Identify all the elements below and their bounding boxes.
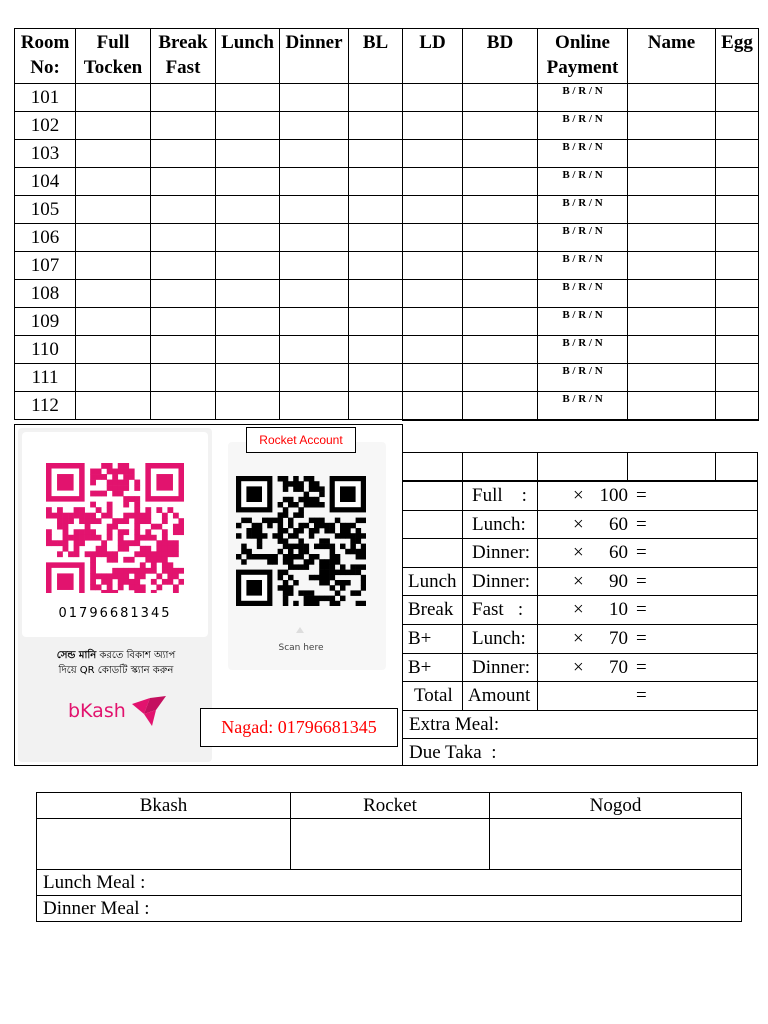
room-number: 107 (15, 252, 76, 280)
entry-cell[interactable] (76, 392, 151, 420)
entry-cell[interactable] (628, 336, 716, 364)
entry-cell[interactable] (463, 336, 538, 364)
equals-sign: = (636, 657, 647, 678)
table-row (15, 140, 759, 168)
entry-cell[interactable] (463, 280, 538, 308)
table-row (15, 196, 759, 224)
header-text: Full (96, 32, 130, 53)
room-number: 105 (15, 196, 76, 224)
entry-cell[interactable] (151, 140, 216, 168)
entry-cell[interactable] (628, 252, 716, 280)
blank-cell (402, 452, 463, 481)
header-col-7 (463, 29, 538, 84)
equals-sign: = (636, 628, 647, 649)
blank-cell (537, 452, 628, 481)
summary-left-cell (402, 510, 463, 539)
times-sign: × (573, 628, 584, 649)
header-text: Payment (546, 57, 619, 78)
entry-cell[interactable] (216, 364, 280, 392)
bkash-instruction-rest: করতে বিকাশ অ্যাপ (96, 650, 176, 661)
entry-cell[interactable] (349, 196, 403, 224)
entry-cell[interactable] (349, 84, 403, 112)
total-value-cell (537, 681, 758, 711)
extra-meal-label: Extra Meal: (409, 714, 500, 735)
entry-cell[interactable] (403, 140, 463, 168)
online-payment-cell[interactable]: B / R / N (538, 140, 628, 168)
online-payment-cell[interactable]: B / R / N (538, 308, 628, 336)
entry-cell[interactable] (463, 168, 538, 196)
entry-cell[interactable] (716, 196, 759, 224)
entry-cell[interactable] (716, 392, 759, 420)
table-row (15, 308, 759, 336)
entry-cell[interactable] (349, 364, 403, 392)
entry-cell[interactable] (403, 308, 463, 336)
entry-cell[interactable] (280, 112, 349, 140)
rocket-account-label: Rocket Account (246, 427, 356, 453)
header-col-0 (15, 29, 76, 84)
entry-cell[interactable] (716, 308, 759, 336)
header-text: Online (555, 32, 610, 53)
room-number: 111 (15, 364, 76, 392)
header-col-4 (280, 29, 349, 84)
summary-mid-label: Dinner: (472, 542, 531, 563)
entry-cell[interactable] (76, 336, 151, 364)
table-row (15, 168, 759, 196)
equals-sign: = (636, 542, 647, 563)
entry-cell[interactable] (716, 280, 759, 308)
entry-cell[interactable] (716, 140, 759, 168)
blank-cell (715, 452, 758, 481)
nogod-value-cell (490, 819, 742, 870)
entry-cell[interactable] (403, 252, 463, 280)
bkash-bird-icon (130, 694, 168, 728)
entry-cell[interactable] (403, 168, 463, 196)
entry-cell[interactable] (280, 84, 349, 112)
entry-cell[interactable] (463, 84, 538, 112)
rate-value: 90 (609, 571, 628, 592)
online-payment-cell[interactable]: B / R / N (538, 392, 628, 420)
entry-cell[interactable] (280, 280, 349, 308)
entry-cell[interactable] (463, 392, 538, 420)
entry-cell[interactable] (151, 364, 216, 392)
entry-cell[interactable] (280, 224, 349, 252)
entry-cell[interactable] (403, 364, 463, 392)
summary-mid-cell (462, 538, 538, 568)
equals-sign: = (636, 685, 647, 706)
table-row (15, 84, 759, 112)
header-text: No: (30, 57, 60, 78)
rate-value: 70 (609, 628, 628, 649)
rate-value: 100 (599, 485, 628, 506)
entry-cell[interactable] (216, 280, 280, 308)
entry-cell[interactable] (151, 308, 216, 336)
entry-cell[interactable] (151, 224, 216, 252)
entry-cell[interactable] (151, 168, 216, 196)
header-text: Room (20, 32, 70, 53)
entry-cell[interactable] (280, 392, 349, 420)
entry-cell[interactable] (76, 112, 151, 140)
header-col-5 (349, 29, 403, 84)
entry-cell[interactable] (349, 280, 403, 308)
online-payment-cell[interactable]: B / R / N (538, 364, 628, 392)
summary-mid-label: Lunch: (472, 514, 526, 535)
entry-cell[interactable] (216, 224, 280, 252)
entry-cell[interactable] (349, 140, 403, 168)
extra-meal-cell (402, 710, 758, 739)
entry-cell[interactable] (716, 112, 759, 140)
entry-cell[interactable] (151, 252, 216, 280)
entry-cell[interactable] (716, 84, 759, 112)
header-col-6 (403, 29, 463, 84)
entry-cell[interactable] (280, 140, 349, 168)
entry-cell[interactable] (463, 308, 538, 336)
entry-cell[interactable] (151, 196, 216, 224)
dinner-meal-label: Dinner Meal : (37, 896, 742, 922)
entry-cell[interactable] (151, 112, 216, 140)
bkash-logo (68, 694, 168, 730)
payment-summary-table (36, 792, 742, 922)
entry-cell[interactable] (76, 84, 151, 112)
entry-cell[interactable] (76, 168, 151, 196)
entry-cell[interactable] (151, 84, 216, 112)
online-payment-cell[interactable]: B / R / N (538, 196, 628, 224)
summary-left-label: Break (408, 599, 454, 620)
entry-cell[interactable] (349, 252, 403, 280)
summary-mid-label: Dinner: (472, 571, 531, 592)
times-sign: × (573, 485, 584, 506)
room-number: 102 (15, 112, 76, 140)
entry-cell[interactable] (463, 196, 538, 224)
equals-sign: = (636, 485, 647, 506)
caret-up-icon (296, 627, 304, 633)
rocket-qr-code (236, 476, 366, 606)
entry-cell[interactable] (716, 364, 759, 392)
header-text: BD (486, 32, 514, 53)
summary-rate-cell (537, 653, 758, 682)
blank-cell (462, 452, 538, 481)
entry-cell[interactable] (403, 280, 463, 308)
times-sign: × (573, 514, 584, 535)
header-text: Break (158, 32, 208, 53)
online-payment-cell[interactable]: B / R / N (538, 252, 628, 280)
entry-cell[interactable] (628, 112, 716, 140)
entry-cell[interactable] (76, 364, 151, 392)
online-payment-cell[interactable]: B / R / N (538, 336, 628, 364)
entry-cell[interactable] (349, 308, 403, 336)
summary-mid-cell (462, 481, 538, 511)
online-payment-cell[interactable]: B / R / N (538, 224, 628, 252)
room-number: 110 (15, 336, 76, 364)
blank-cell (627, 452, 716, 481)
entry-cell[interactable] (76, 308, 151, 336)
online-payment-cell[interactable]: B / R / N (538, 168, 628, 196)
table-row (15, 112, 759, 140)
entry-cell[interactable] (349, 336, 403, 364)
entry-cell[interactable] (403, 84, 463, 112)
bkash-qr-code (46, 463, 184, 593)
summary-left-cell (402, 653, 463, 682)
payment-area-top-line (14, 424, 403, 425)
entry-cell[interactable] (76, 252, 151, 280)
entry-cell[interactable] (349, 112, 403, 140)
header-text: Tocken (83, 57, 143, 78)
total-left-cell (402, 681, 463, 711)
header-text: Name (647, 32, 696, 53)
summary-mid-cell (462, 595, 538, 625)
summary-left-cell (402, 624, 463, 654)
times-sign: × (573, 571, 584, 592)
summary-left-label: B+ (408, 657, 432, 678)
table-row (15, 392, 759, 420)
entry-cell[interactable] (628, 308, 716, 336)
online-payment-cell[interactable]: B / R / N (538, 280, 628, 308)
header-col-3 (216, 29, 280, 84)
bkash-header: Bkash (37, 793, 291, 819)
entry-cell[interactable] (216, 140, 280, 168)
online-payment-cell[interactable]: B / R / N (538, 84, 628, 112)
payment-value-row (37, 819, 742, 870)
entry-cell[interactable] (716, 252, 759, 280)
times-sign: × (573, 657, 584, 678)
header-text: BL (362, 32, 389, 53)
entry-cell[interactable] (628, 196, 716, 224)
summary-rate-cell (537, 595, 758, 625)
equals-sign: = (636, 571, 647, 592)
amount-label: Amount (468, 685, 531, 706)
dinner-meal-row (37, 896, 742, 922)
due-taka-cell (402, 738, 758, 766)
bkash-number: 01796681345 (58, 606, 172, 621)
entry-cell[interactable] (463, 112, 538, 140)
times-sign: × (573, 599, 584, 620)
summary-left-cell (402, 481, 463, 511)
entry-cell[interactable] (280, 364, 349, 392)
entry-cell[interactable] (463, 224, 538, 252)
table-row (15, 280, 759, 308)
entry-cell[interactable] (628, 140, 716, 168)
rocket-header: Rocket (291, 793, 490, 819)
header-text: Dinner (285, 32, 343, 53)
meal-table (14, 28, 759, 421)
room-number: 104 (15, 168, 76, 196)
entry-cell[interactable] (216, 252, 280, 280)
summary-left-cell (402, 538, 463, 568)
entry-cell[interactable] (349, 224, 403, 252)
table-row (15, 224, 759, 252)
summary-rate-cell (537, 567, 758, 596)
summary-left-label: Lunch (408, 571, 457, 592)
total-label: Total (414, 685, 453, 706)
room-number: 103 (15, 140, 76, 168)
entry-cell[interactable] (628, 224, 716, 252)
header-col-8 (538, 29, 628, 84)
header-text: LD (419, 32, 446, 53)
entry-cell[interactable] (76, 140, 151, 168)
summary-mid-label: Full : (472, 485, 527, 506)
entry-cell[interactable] (403, 336, 463, 364)
rate-value: 70 (609, 657, 628, 678)
nogod-header: Nogod (490, 793, 742, 819)
entry-cell[interactable] (216, 392, 280, 420)
entry-cell[interactable] (151, 336, 216, 364)
entry-cell[interactable] (463, 140, 538, 168)
entry-cell[interactable] (403, 392, 463, 420)
entry-cell[interactable] (280, 196, 349, 224)
entry-cell[interactable] (216, 336, 280, 364)
summary-rate-cell (537, 538, 758, 568)
bkash-value-cell (37, 819, 291, 870)
entry-cell[interactable] (151, 280, 216, 308)
entry-cell[interactable] (216, 308, 280, 336)
entry-cell[interactable] (216, 84, 280, 112)
header-col-2 (151, 29, 216, 84)
entry-cell[interactable] (628, 364, 716, 392)
summary-rate-cell (537, 624, 758, 654)
table-row (15, 336, 759, 364)
table-row (15, 252, 759, 280)
entry-cell[interactable] (628, 168, 716, 196)
entry-cell[interactable] (76, 224, 151, 252)
entry-cell[interactable] (216, 112, 280, 140)
entry-cell[interactable] (403, 224, 463, 252)
online-payment-cell[interactable]: B / R / N (538, 112, 628, 140)
lunch-meal-row (37, 870, 742, 896)
bkash-logo-text: bKash (68, 700, 126, 722)
entry-cell[interactable] (403, 196, 463, 224)
entry-cell[interactable] (628, 392, 716, 420)
room-number: 101 (15, 84, 76, 112)
times-sign: × (573, 542, 584, 563)
due-taka-label: Due Taka : (409, 742, 497, 763)
summary-left-label: B+ (408, 628, 432, 649)
entry-cell[interactable] (280, 336, 349, 364)
summary-left-cell (402, 567, 463, 596)
lunch-meal-label: Lunch Meal : (37, 870, 742, 896)
bkash-instruction (20, 648, 212, 678)
summary-mid-cell (462, 653, 538, 682)
payment-header-row (37, 793, 742, 819)
summary-rate-cell (537, 510, 758, 539)
room-number: 106 (15, 224, 76, 252)
total-mid-cell (462, 681, 538, 711)
bkash-instruction-bold: সেন্ড মানি (56, 650, 97, 661)
entry-cell[interactable] (280, 168, 349, 196)
summary-mid-cell (462, 510, 538, 539)
room-number: 109 (15, 308, 76, 336)
rate-value: 60 (609, 514, 628, 535)
rocket-value-cell (291, 819, 490, 870)
summary-mid-cell (462, 567, 538, 596)
room-number: 112 (15, 392, 76, 420)
entry-cell[interactable] (716, 168, 759, 196)
entry-cell[interactable] (628, 280, 716, 308)
header-text: Egg (721, 32, 753, 53)
header-text: Fast (165, 57, 201, 78)
summary-mid-label: Lunch: (472, 628, 526, 649)
rocket-scan-text: Scan here (278, 643, 324, 653)
entry-cell[interactable] (403, 112, 463, 140)
nagad-label: Nagad: 01796681345 (200, 708, 398, 747)
blank-row (15, 420, 759, 421)
summary-rate-cell (537, 481, 758, 511)
entry-cell[interactable] (216, 196, 280, 224)
table-header-row (15, 29, 759, 84)
equals-sign: = (636, 514, 647, 535)
entry-cell[interactable] (76, 280, 151, 308)
rate-value: 10 (609, 599, 628, 620)
entry-cell[interactable] (349, 392, 403, 420)
entry-cell[interactable] (280, 308, 349, 336)
entry-cell[interactable] (628, 84, 716, 112)
table-row (15, 364, 759, 392)
entry-cell[interactable] (216, 168, 280, 196)
summary-mid-label: Fast : (472, 599, 524, 620)
header-col-1 (76, 29, 151, 84)
entry-cell[interactable] (716, 224, 759, 252)
bkash-instruction-line2: দিয়ে QR কোডটি স্ক্যান করুন (58, 665, 174, 676)
entry-cell[interactable] (349, 168, 403, 196)
rate-value: 60 (609, 542, 628, 563)
entry-cell[interactable] (151, 392, 216, 420)
entry-cell[interactable] (76, 196, 151, 224)
entry-cell[interactable] (716, 336, 759, 364)
room-number: 108 (15, 280, 76, 308)
summary-mid-cell (462, 624, 538, 654)
summary-mid-label: Dinner: (472, 657, 531, 678)
header-text: Lunch (221, 32, 274, 53)
summary-left-cell (402, 595, 463, 625)
entry-cell[interactable] (280, 252, 349, 280)
header-col-10 (716, 29, 759, 84)
entry-cell[interactable] (463, 364, 538, 392)
header-col-9 (628, 29, 716, 84)
equals-sign: = (636, 599, 647, 620)
entry-cell[interactable] (463, 252, 538, 280)
